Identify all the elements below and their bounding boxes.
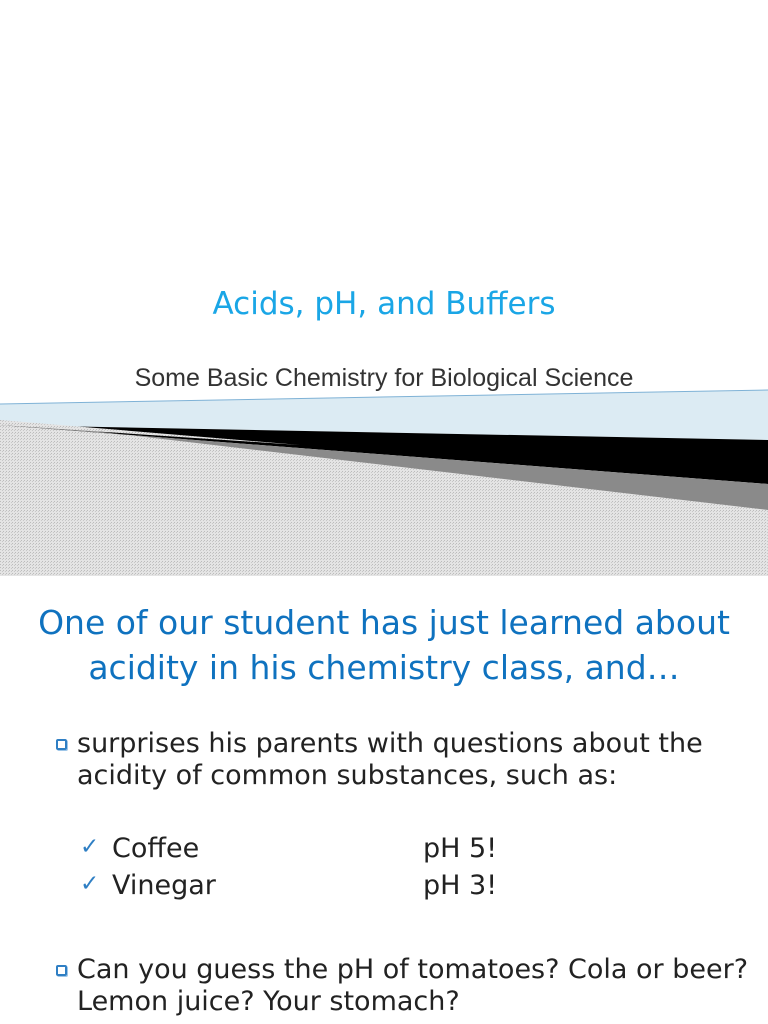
slide-subtitle: Some Basic Chemistry for Biological Science xyxy=(134,364,634,392)
check-item-name: Vinegar xyxy=(112,870,216,901)
bullet-item xyxy=(56,954,756,1018)
slide-heading: One of our student has just learned about acidity in his chemistry class, and… xyxy=(38,603,730,687)
bullet-text: Can you guess the pH of tomatoes? Cola or beer? Lemon juice? Your stomach? xyxy=(77,954,749,1017)
checkmark-icon: ✓ xyxy=(80,834,100,860)
bullet-text: surprises his parents with questions about the acidity of common substances, such as: xyxy=(77,728,703,791)
check-item-vinegar xyxy=(80,869,700,903)
check-item-coffee xyxy=(80,832,700,866)
content-slide xyxy=(0,576,768,1024)
check-item-value: pH 3! xyxy=(423,870,498,901)
square-bullet-icon xyxy=(56,965,67,976)
check-item-value: pH 5! xyxy=(423,833,498,864)
slide-title: Acids, pH, and Buffers xyxy=(212,286,556,322)
bullet-item xyxy=(56,728,756,792)
checkmark-icon: ✓ xyxy=(80,871,100,897)
check-item-name: Coffee xyxy=(112,833,200,864)
decorative-band xyxy=(0,388,768,576)
square-bullet-icon xyxy=(56,739,67,750)
